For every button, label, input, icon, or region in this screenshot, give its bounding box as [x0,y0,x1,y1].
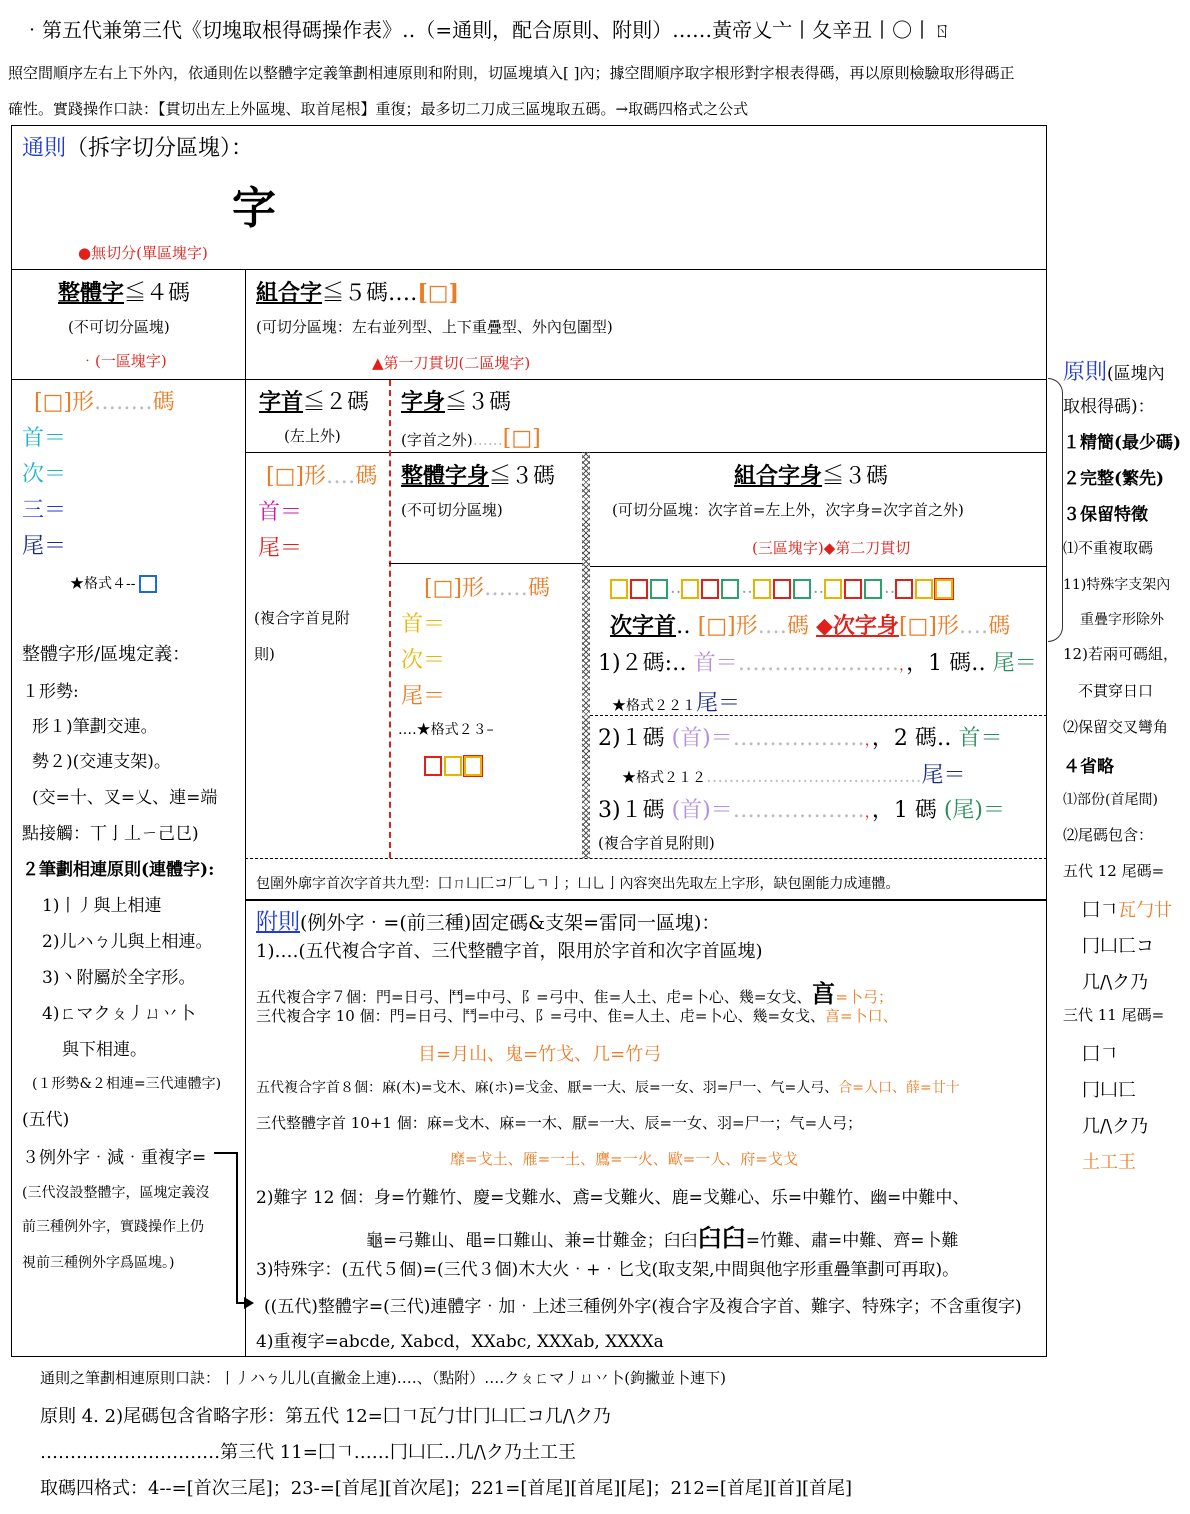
combo-body-heading: 組合字身≦３碼 [734,463,889,489]
sample-character: 字 [232,183,276,234]
whole-def-11: 與下相連。 [62,1040,147,1060]
whole-def-2: 形１)筆劃交連。 [32,717,158,737]
combo-char-heading: 組合字≦５碼‥‥[□] [256,280,459,306]
whole-def-16: 前三種例外字，實踐操作上仍 [22,1219,204,1235]
head-item-first: 首＝ [258,500,303,525]
appendix-heading: 附則(例外字‧=(前三種)固定碼&支架=雷同一區塊)： [256,910,721,935]
whole-shape-header: [□]形‥‥‥‥碼 [34,390,175,415]
footer-line-1: 通則之筆劃相連原則口訣：丨丿ハㄅ儿儿(直撇金上連)‥‥、（點附）‥‥クㄆㄈマ丿ㄩ丷卜(鉤撇並卜連下) [40,1369,726,1387]
whole-def-12: (１形勢&２相連=三代連體字) [32,1076,222,1092]
sub-row-3-note: (複合字首見附則) [598,834,715,852]
appendix-1-line-2: 三代複合字 10 個：門=日弓、鬥=中弓、阝=弓中、隹=人土、虍=卜心、幾=女戈、亯=卜口、 [256,1007,898,1025]
principle-item-9: ⑵保留交叉彎角 [1063,718,1169,736]
head-heading: 字首≦２碼 [259,389,370,415]
sub-row-2-format: ★格式２１２‥‥‥‥‥‥‥‥‥‥‥‥‥‥‥‥‥‥‥尾＝ [622,763,966,788]
whole-char-note-2: ‧(一區塊字) [80,352,167,370]
whole-def-title: 整體字形/區塊定義： [22,644,191,665]
whole-item-first: 首＝ [22,426,67,451]
principle-item-20: 几/\ク乃 [1082,1116,1149,1137]
second-cut-label: (三區塊字)◆第二刀貫切 [752,539,911,557]
head-shape-header: [□]形‥‥碼 [266,464,378,489]
whole-body-format: ‥‥★格式２３– [398,722,494,738]
general-title: 通則 [22,136,67,161]
body-heading: 字身≦３碼 [401,389,512,415]
whole-body-shape-header: [□]形‥‥‥碼 [424,576,550,601]
whole-def-9: 3)丶附屬於全字形。 [42,968,196,988]
head-note: (左上外) [284,427,341,445]
appendix-3-line-2: ((五代)整體字=(三代)連體字‧加‧上述三種例外字(複合字及複合字首、難字、特殊字；不含重復字) [264,1297,1022,1317]
arrow-icon [244,1297,254,1309]
principle-heading: 原則(區塊內 [1063,360,1165,385]
whole-item-second: 次＝ [22,462,67,487]
whole-body-note: (不可切分區塊) [401,501,503,519]
footer-line-4: 取碼四格式：4--=[首次三尾]；23-=[首尾][首次尾]；221=[首尾][首尾][尾]；212=[首尾][首][首尾] [40,1478,853,1499]
whole-def-13: (五代) [22,1110,70,1130]
footer-line-2: 原則 4. 2)尾碼包含省略字形：第五代 12=囗𠃍瓦勹廿冂凵匸コ几/\ク乃 [40,1406,611,1427]
appendix-1-line-4: 五代複合字首８個：麻(木)=戈木、麻(ホ)=戈金、厭=一大、辰=一女、羽=尸一、气=人弓、合=人口、薛=廿十 [256,1080,960,1096]
principle-item-16: 几/\ク乃 [1082,972,1149,993]
general-section [22,131,253,162]
principle-item-17: 三代 11 尾碼= [1063,1006,1165,1024]
appendix-2: 2)難字 12 個：身=竹難竹、慶=戈難水、鳶=戈難火、鹿=戈難心、乐=中難竹、幽=中難中、 [256,1188,970,1208]
whole-def-10: 4)ㄈマクㄆ丿ㄩ丷卜 [42,1004,196,1024]
combo-char-note: (可切分區塊：左右並列型、上下重疊型、外內包圍型) [256,318,613,336]
appendix-1-line-1: 五代複合字７個：門=日弓、鬥=中弓、阝=弓中、隹=人土、虍=卜心、幾=女戈、亯=卜弓； [256,979,893,1008]
format-23-icons [424,755,484,776]
first-cut-label: ▲第一刀貫切(二區塊字) [372,354,531,372]
principle-item-5: 11)特殊字支架內 [1063,577,1171,593]
whole-body-heading: 整體字身≦３碼 [401,463,556,489]
head-note-2: 則) [254,645,275,663]
principle-item-10: ４省略 [1063,757,1114,777]
principle-item-15: 冂凵匸コ [1082,936,1154,957]
head-item-last: 尾＝ [258,536,303,561]
whole-def-8: 2)儿ハㄅ儿與上相連。 [42,932,213,952]
whole-def-3: 勢２)(交連支架)。 [32,752,171,772]
whole-def-14: ３例外字‧減‧重複字= [22,1148,207,1168]
whole-body-item-last: 尾＝ [401,684,446,709]
whole-def-6: ２筆劃相連原則(連體字): [22,860,215,880]
enclosure-note: 包圍外廓字首次字首共九型：囗ㄇ凵匚コ厂乚ㄱ亅；凵乚亅內容突出先取左上字形，缺包圍能力成連體。 [256,876,900,892]
principle-item-13: 五代 12 尾碼= [1063,862,1165,880]
sub-row-3: 3)１碼 (首)＝‥‥‥‥‥‥‥‥‥，，1 碼 (尾)＝ [598,798,1006,823]
principle-item-21: 土工王 [1082,1152,1136,1173]
sub-row-1: 1)２碼:‥ 首＝‥‥‥‥‥‥‥‥‥‥‥，，1 碼‥ 尾＝ [598,651,1037,676]
no-cut-label: ●無切分(單區塊字) [78,244,208,262]
document-title: ‧第五代兼第三代《切塊取根得碼操作表》‥（=通則，配合原則、附則）‥‥‥黃帝乂亠丨夂辛丑丨〇丨ㄖ [22,18,953,42]
whole-def-4: (交=十、叉=乂、連=端 [32,788,218,808]
principle-item-7: 12)若兩可碼組， [1063,645,1178,663]
appendix-1-line-5: 三代整體字首 10+1 個：麻=戈木、麻=一木、厭=一大、辰=一女、羽=尸一；气=人弓； [256,1114,863,1132]
general-title-note: （拆字切分區塊）： [66,136,254,161]
whole-body-item-first: 首＝ [401,612,446,637]
appendix-4: 4)重複字=abcde, Xabcd，XXabc, XXXab, XXXXa [256,1332,664,1352]
whole-def-17: 視前三種例外字爲區塊。) [22,1255,175,1271]
intro-line-2: 確性。實踐操作口訣：【貫切出左上外區塊、取首尾根】重復；最多切二刀成三區塊取五碼。→取碼四格式之公式 [8,100,749,118]
sub-head-header: 次字首‥ [□]形‥‥碼 ◆次字身[□]形‥‥碼 [610,613,1011,639]
principle-heading-2: 取根得碼)： [1063,397,1155,417]
whole-char-note: (不可切分區塊) [68,318,170,336]
principle-item-18: 囗𠃍 [1082,1044,1118,1065]
body-note: (字首之外)‥‥‥[□] [401,426,541,451]
principle-brace [1048,378,1063,642]
principle-item-3: ３保留特徵 [1063,505,1148,525]
principle-item-6: 重疊字形除外 [1080,612,1164,628]
whole-def-7: 1)丨丿與上相連 [42,896,162,916]
whole-format-4: ★格式４-- [70,573,157,593]
whole-body-item-second: 次＝ [401,648,446,673]
appendix-3: 3)特殊字：(五代５個)=(三代３個)木大火‧+‧匕戈(取支架,中間與他字形重疊筆劃可再取)。 [256,1260,960,1280]
whole-def-1: １形勢: [22,682,79,702]
appendix-1: 1)‥‥(五代複合字首、三代整體字首，限用於字首和次字首區塊) [256,941,763,962]
sub-row-1-format: ★格式２２１尾＝ [612,691,741,716]
combo-body-note: (可切分區塊：次字首=左上外，次字身=次字首之外) [612,501,964,519]
whole-char-heading: 整體字≦４碼 [58,280,191,306]
whole-item-last: 尾＝ [22,534,67,559]
whole-def-15: (三代沒設整體字，區塊定義沒 [22,1185,210,1201]
principle-item-14: 囗𠃍瓦勹廿 [1082,900,1172,921]
principle-item-4: ⑴不重複取碼 [1063,539,1154,557]
whole-item-third: 三＝ [22,498,67,523]
appendix-1-line-6: 靡=戈土、雁=一土、鷹=一火、歐=一人、府=戈戈 [450,1150,798,1168]
intro-line-1: 照空間順序左右上下外內，依通則佐以整體字定義筆劃相連原則和附則，切區塊填入[ ]內；據空間順序取字根形對字根表得碼，再以原則檢驗取形得碼正 [8,64,1015,82]
principle-item-8: 不貫穿日口 [1078,682,1154,700]
principle-item-2: ２完整(繁先) [1063,469,1165,489]
footer-line-3: ‥‥‥‥‥‥‥‥‥‥‥‥‥‥‥第三代 11=囗𠃍‥‥‥冂凵匸‥几/\ク乃土工王 [40,1442,576,1463]
appendix-1-line-3: 目=月山、鬼=竹戈、几=竹弓 [418,1044,662,1065]
principle-item-19: 冂凵匸 [1082,1080,1136,1101]
principle-item-12: ⑵尾碼包含： [1063,826,1154,844]
whole-def-5: 點接觸：丅亅丄ㄧ己㔾) [22,824,199,844]
layout-type-icons: ‥ ‥ ‥ ‥ [610,578,955,599]
sub-row-2: 2)１碼 (首)＝‥‥‥‥‥‥‥‥‥，，2 碼‥ 首＝ [598,726,1003,751]
principle-item-11: ⑴部份(首尾間) [1063,792,1158,808]
appendix-2-line-2: 龜=弓難山、黽=口難山、兼=廿難金；臼臼臼臼=竹難、肅=中難、齊=卜難 [366,1223,959,1252]
principle-item-1: １精簡(最少碼) [1063,433,1182,453]
head-note-1: (複合字首見附 [254,609,350,627]
